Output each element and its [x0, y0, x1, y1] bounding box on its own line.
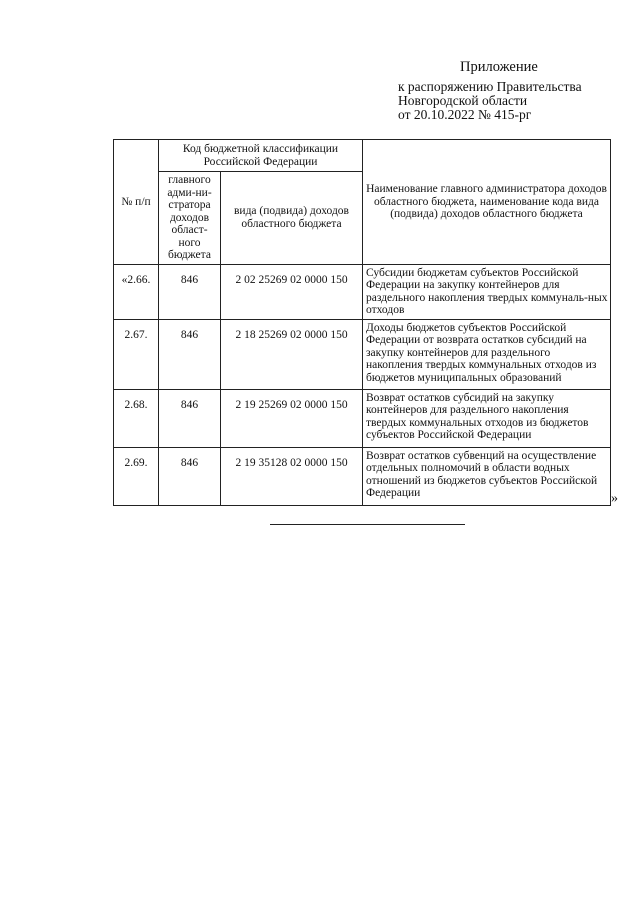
header-admin: главного адми-ни-стратора доходов област-ного бюджета — [159, 172, 221, 265]
row-num: 2.67. — [114, 319, 159, 389]
row-name: Возврат остатков субсидий на закупку контейнеров для раздельного накопления твердых коммунальных отходов из бюджетов субъектов Российской Федерации — [363, 389, 611, 447]
row-num: «2.66. — [114, 264, 159, 319]
header-kind: вида (подвида) доходов областного бюджета — [221, 172, 363, 265]
row-name: Возврат остатков субвенций на осуществление отдельных полномочий в области водных отношений из бюджетов субъектов Российской Федерации — [363, 447, 611, 505]
budget-classification-table — [113, 139, 611, 506]
closing-quote: » — [611, 491, 618, 506]
table-row — [114, 264, 611, 319]
row-num: 2.69. — [114, 447, 159, 505]
table-row — [114, 447, 611, 505]
row-admin-code: 846 — [159, 264, 221, 319]
appendix-line-2: Новгородской области — [398, 93, 528, 108]
appendix-line-3: от 20.10.2022 № 415-рг — [398, 107, 532, 122]
appendix-line-1: к распоряжению Правительства — [398, 79, 582, 94]
row-name: Субсидии бюджетам субъектов Российской Федерации на закупку контейнеров для раздельного накопления твердых коммуналь-ных отходов — [363, 264, 611, 319]
row-admin-code: 846 — [159, 389, 221, 447]
row-name: Доходы бюджетов субъектов Российской Федерации от возврата остатков субсидий на закупку контейнеров для раздельного накопления твердых коммунальных отходов из бюджетов муниципальных образований — [363, 319, 611, 389]
end-divider-line — [270, 524, 465, 525]
row-admin-code: 846 — [159, 447, 221, 505]
appendix-title: Приложение — [460, 59, 538, 75]
row-num: 2.68. — [114, 389, 159, 447]
row-kind-code: 2 19 25269 02 0000 150 — [221, 389, 363, 447]
table-row — [114, 319, 611, 389]
row-kind-code: 2 19 35128 02 0000 150 — [221, 447, 363, 505]
header-code-group: Код бюджетной классификации Российской Федерации — [159, 140, 363, 172]
row-kind-code: 2 02 25269 02 0000 150 — [221, 264, 363, 319]
table-row — [114, 389, 611, 447]
appendix-block — [398, 60, 628, 122]
row-kind-code: 2 18 25269 02 0000 150 — [221, 319, 363, 389]
header-name: Наименование главного администратора доходов областного бюджета, наименование кода вида (подвида) доходов областного бюджета — [363, 140, 611, 265]
header-num: № п/п — [114, 140, 159, 265]
row-admin-code: 846 — [159, 319, 221, 389]
